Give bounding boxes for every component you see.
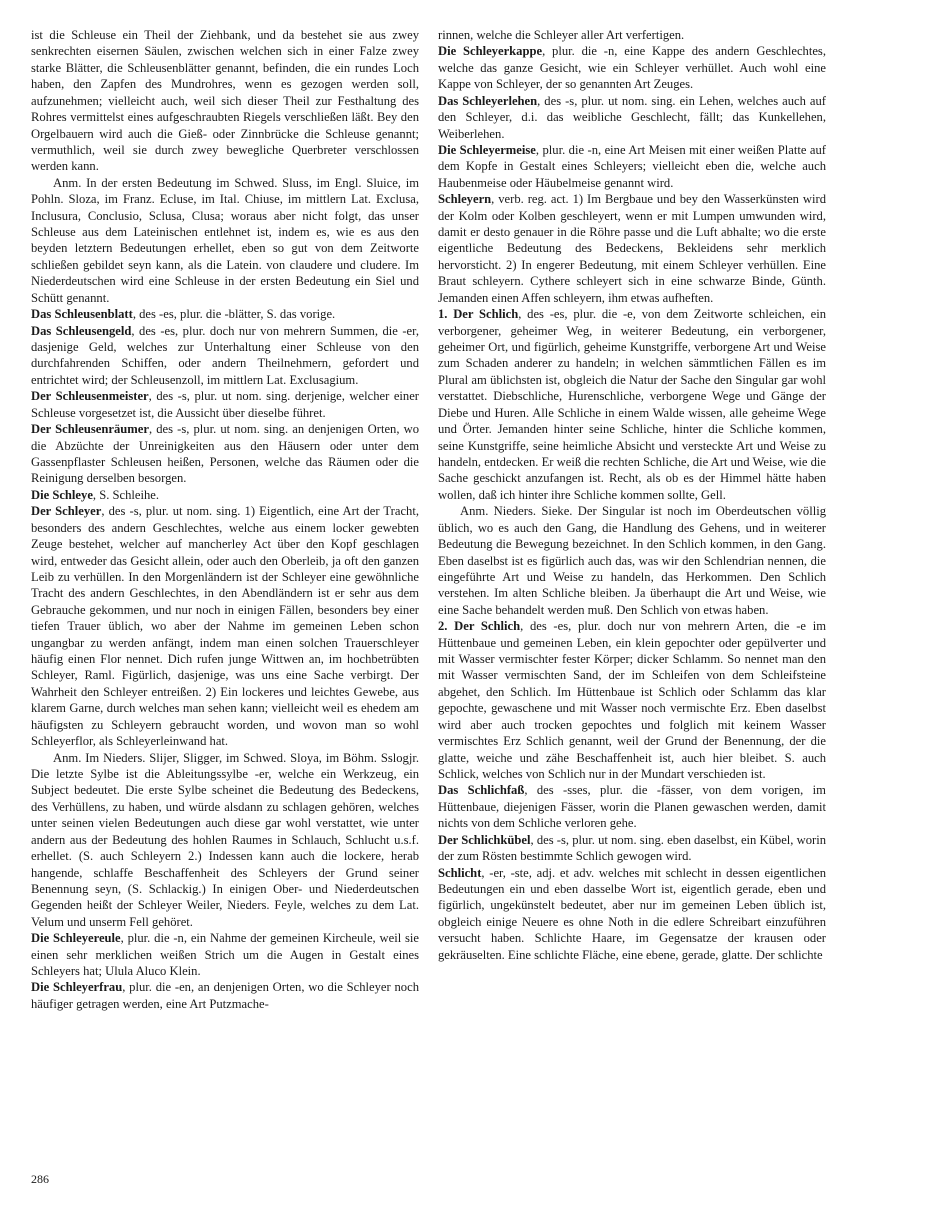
entry: Schleyern, verb. reg. act. 1) Im Bergbaue und bey den Wasserkünsten wird der Kolm oder Kolben geschleyert, wenn er mit Lumpen umwunden wird, damit er desto genauer in die Röhre passe und die Luft abhalte; wo die erste eigentliche Bedeutung des Bedeckens, Bekleidens sehr merklich hervorsticht. 2) In engerer Bedeutung, mit einem Schleyer verhüllen. Eine Braut schleyern. Cythere schleyert sich in eine schwarze Binde, Günth. Jemanden einen Affen schleyern, ihm etwas aufheften.: [438, 192, 826, 305]
entry: Der Schleusenräumer, des -s, plur. ut nom. sing. an denjenigen Orten, wo die Abzüchte der Unreinigkeiten aus den Häusern oder unter dem Gassenpflaster Schleusen heißen, Personen, welche das Räumen oder die Reinigung derselben besorgen.: [31, 422, 419, 486]
headword: Das Schleyerlehen: [438, 93, 538, 108]
entry: Das Schleusengeld, des -es, plur. doch nur von mehrern Summen, die -er, dasjenige Geld, welches zur Unterhaltung einer Schleuse von den durchfahrenden Schiffen, oder andern Theilnehmern, gefordert und entrichtet wird; der Schleusenzoll, im mittlern Lat. Exclusagium.: [31, 323, 419, 387]
paragraph: Anm. Im Nieders. Slijer, Sligger, im Schwed. Sloya, im Böhm. Sslogjr. Die letzte Sylbe ist die Ableitungssylbe -er, welche ein Werkzeug, ein Subject bedeutet. Die erste Sylbe scheinet die Bedeutung des Bedeckens, des Verhüllens, zu haben, und würde alsdann zu schlagen gehören, welches unter seinen vielen Bedeutungen auch diese gar wohl verstattet, wie unter andern aus der Bedeutung des hohlen Raumes in Schlauch, Schlucht u.s.f. erhellet. (S. auch Schleyern 2.) Indessen kann auch die lockere, herab hangende, schlaffe Beschaffenheit des Schleyers der Grund seiner Benennung seyn, (S. Schlackig.) In einigen Ober- und Niederdeutschen Gegenden heißt der Schleyer Weiler, Nieders. Feyle, welches zu dem Lat. Velum und unserm Fell gehöret.: [31, 750, 419, 929]
entry: Die Schleyerkappe, plur. die -n, eine Kappe des andern Geschlechtes, welche das ganze Gesicht, wie ein Schleyer verhüllet. Auch wohl eine Kappe von Schleyer, der so genannten Art Zeuges.: [438, 44, 826, 92]
headword: Schleyern: [438, 192, 492, 207]
entry: Das Schleusenblatt, des -es, plur. die -blätter, S. das vorige.: [31, 307, 336, 322]
headword: Das Schleusenblatt: [31, 307, 133, 322]
headword: Die Schleyerkappe: [438, 44, 543, 59]
entry: Das Schlichfaß, des -sses, plur. die -fässer, von dem vorigen, im Hüttenbaue, diejenigen Fässer, worin die Planen gewaschen werden, damit nichts von dem Schliche verloren gehe.: [438, 783, 826, 831]
left-column: [31, 27, 419, 1012]
headword: 2. Der Schlich: [438, 619, 521, 634]
paragraph: Anm. Nieders. Sieke. Der Singular ist noch im Oberdeutschen völlig üblich, wo es auch den Gang, die Handlung des Gehens, und in weiterer Bedeutung die Bewegung bezeichnet. In den Schlich kommen, in den Gang. Eben daselbst ist es figürlich auch das, was wir den Schlendrian nennen, die eingeführte Art und Weise zu handeln, das Herkommen. Den Schlich verstehen. Im alten Schliche bleiben. Ja überhaupt die Art und Weise, wie eine Sache behandelt werden muß. Den Schlich von etwas haben.: [438, 504, 826, 617]
headword: Der Schleyer: [31, 504, 102, 519]
entry: Das Schleyerlehen, des -s, plur. ut nom. sing. ein Lehen, welches auch auf den Schleyer, d.i. das weibliche Geschlecht, fällt; das Kunkellehen, Weiberlehen.: [438, 93, 826, 141]
headword: Schlicht: [438, 865, 482, 880]
right-column: [438, 27, 826, 963]
headword: Die Schleyermeise: [438, 142, 536, 157]
entry: Der Schlichkübel, des -s, plur. ut nom. sing. eben daselbst, ein Kübel, worin der zum Rösten bestimmte Schlich gewogen wird.: [438, 832, 826, 864]
headword: Der Schleusenräumer: [31, 422, 149, 437]
page-number: 286: [31, 1172, 49, 1186]
headword: 1. Der Schlich: [438, 307, 519, 322]
entry: Der Schleyer, des -s, plur. ut nom. sing. 1) Eigentlich, eine Art der Tracht, besonders des andern Geschlechtes, welche aus einem locker gewebten Zeuge bestehet, welcher auf mancherley Act über den Kopf geschlagen wird, entweder das Gesicht allein, oder auch den Oberleib, ja oft den ganzen Leib zu verhüllen. In den Morgenländern ist der Schleyer eine gewöhnliche Tracht des andern Geschlechtes, in den Abendländern ist er sehr aus dem Gebrauche gekommen, und nur noch in einigen Fällen, besonders bey einer tiefen Trauer üblich, wo aber der Nahme im gemeinen Leben schon ungangbar zu werden anfängt, indem man einen solchen Trauerschleyer häufig einen Flor nennet. Dich rufen junge Wittwen an, im hochbetrübten Schleyer, Raml. Figürlich, dasjenige, was uns eine Sache verbirgt. Der Wahrheit den Schleyer entreißen. 2) Ein lockeres und leichtes Gewebe, aus klarem Garne, durch welches man sehen kann; vielleicht weil es ehedem am häufigsten zu Schleyern gebraucht worden, und wovon man so wohl Schleyerflor, als Schleyerleinwand hat.: [31, 504, 420, 749]
entry: 1. Der Schlich, des -es, plur. die -e, von dem Zeitworte schleichen, ein verborgener, geheimer Weg, in weiterer Bedeutung, ein verborgener, geheimer Ort, und figürlich, geheime Kunstgriffe, verborgene Art und Weise zum Schaden anderer zu handeln; in welchen sämmtlichen Fällen es im Plural am üblichsten ist, obgleich die Natur der Sache den Singular gar wohl verstattet. Diebschliche, Hurenschliche, verborgene Wege und Gänge der Diebe und Huren. Alle Schliche in einem Walde wissen, alle geheime Wege und Örter. Jemanden hinter seine Schliche, hinter die Schliche kommen, seine Kunstgriffe, seine heimliche Absicht und versteckte Art und Weise zu handeln, entdecken. Er weiß die rechten Schliche, die Art und Weise, wie die Sache geschickt anzufangen ist. Recht, als ob es der Himmel hätte haben wollen, daß ich hinter ihre Schliche kommen sollte, Gell.: [438, 307, 826, 502]
entry: 2. Der Schlich, des -es, plur. doch nur von mehrern Arten, die -e im Hüttenbaue und gemeinen Leben, ein klein gepochter oder gepülverter und mit Wasser vermischter fester Körper; dicker Schlamm. So nennet man den mit Wasser vermischten Sand, der im Schleifen von dem Schleifsteine abgehet, den Schlich. Im Hüttenbaue ist Schlich oder Schlamm das klar gepochte, gewaschene und mit Wasser noch vermischte Erz. Eben daselbst wird aber auch trocken gepochtes und folglich mit keinem Wasser vermischtes Erz Schlich genannt, weil der Grund der Benennung, der die glatte, weiche und zähe Beschaffenheit ist, auch hier bleibet. S. auch Schlick, welches von Schlich nur in der Mundart verschieden ist.: [438, 619, 826, 781]
entry: Die Schleyereule, plur. die -n, ein Nahme der gemeinen Kircheule, weil sie einen sehr merklichen weißen Strich um die Augen in Gestalt eines Schleyers hat; Ulula Aluco Klein.: [31, 931, 419, 979]
headword: Das Schleusengeld: [31, 323, 132, 338]
paragraph: Anm. In der ersten Bedeutung im Schwed. Sluss, im Engl. Sluice, im Pohln. Sloza, im Franz. Ecluse, im Ital. Chiuse, im mittlern Lat. Exclusa, Inclusura, Conclusio, Sclusa, Clusa; woraus aber nicht folgt, das unser Schleuse aus dem Lateinischen entlehnet ist, indem es, wie es aus den beyden letztern Bedeutungen erhellet, eben so gut von dem Zeitworte schließen gebildet seyn kann, als die Latein. von claudere und cludere. Im Niederdeutschen wird eine Schleuse in der ersten Bedeutung ein Siel und Schütt genannt.: [31, 175, 419, 305]
paragraph: ist die Schleuse ein Theil der Ziehbank, und da bestehet sie aus zwey senkrechten eisernen Säulen, zwischen welchen sich in einer Falze zwey starke Blätter, die Schleusenblätter genannt, befinden, die ein rundes Loch haben, den Zapfen des Mundrohres, wenn es gezogen werden soll, aufzunehmen; vielleicht auch, weil sich dieser Theil zur Festhaltung des Rohres vermittelst eines aufgeschraubten Riegels verschließen läßt. Bey den Orgelbauern wird auch die Gieß- oder Zinnbrücke die Schleuse genannt; vermuthlich, weil sie durch zwey bewegliche Querbreter verschlossen werden kann.: [31, 28, 419, 174]
headword: Der Schlichkübel: [438, 832, 531, 847]
headword: Das Schlichfaß: [438, 783, 525, 798]
entry: Die Schleye, S. Schleihe.: [31, 487, 160, 502]
entry: Die Schleyermeise, plur. die -n, eine Art Meisen mit einer weißen Platte auf dem Kopfe in Gestalt eines Schleyers; vielleicht eben die, welche auch Haubenmeise oder Häubelmeise genannt wird.: [438, 142, 826, 190]
headword: Die Schleyereule: [31, 931, 121, 946]
entry: Schlicht, -er, -ste, adj. et adv. welches mit schlecht in dessen eigentlichen Bedeutungen ein und eben dasselbe Wort ist, eigentlich gerade, eben und figürlich, ungekünstelt bedeutet, aber nur im gemeinen Leben üblich ist, obgleich einige Neuere es ohne Noth in die edlere Schreibart einzuführen versucht haben. Schlichte Haare, im Gegensatze der krausen oder gekräuselten. Eine schlichte Fläche, eine ebene, gerade, glatte. Der schlichte: [438, 865, 826, 962]
headword: Der Schleusenmeister: [31, 389, 149, 404]
headword: Die Schleyerfrau: [31, 980, 123, 995]
entry: Die Schleyerfrau, plur. die -en, an denjenigen Orten, wo die Schleyer noch häufiger getragen werden, eine Art Putzmache-: [31, 980, 419, 1011]
paragraph: rinnen, welche die Schleyer aller Art verfertigen.: [438, 28, 685, 42]
entry: Der Schleusenmeister, des -s, plur. ut nom. sing. derjenige, welcher einer Schleuse vorgesetzet ist, die Aussicht über dieselbe führet.: [31, 389, 419, 420]
headword: Die Schleye: [31, 487, 93, 502]
